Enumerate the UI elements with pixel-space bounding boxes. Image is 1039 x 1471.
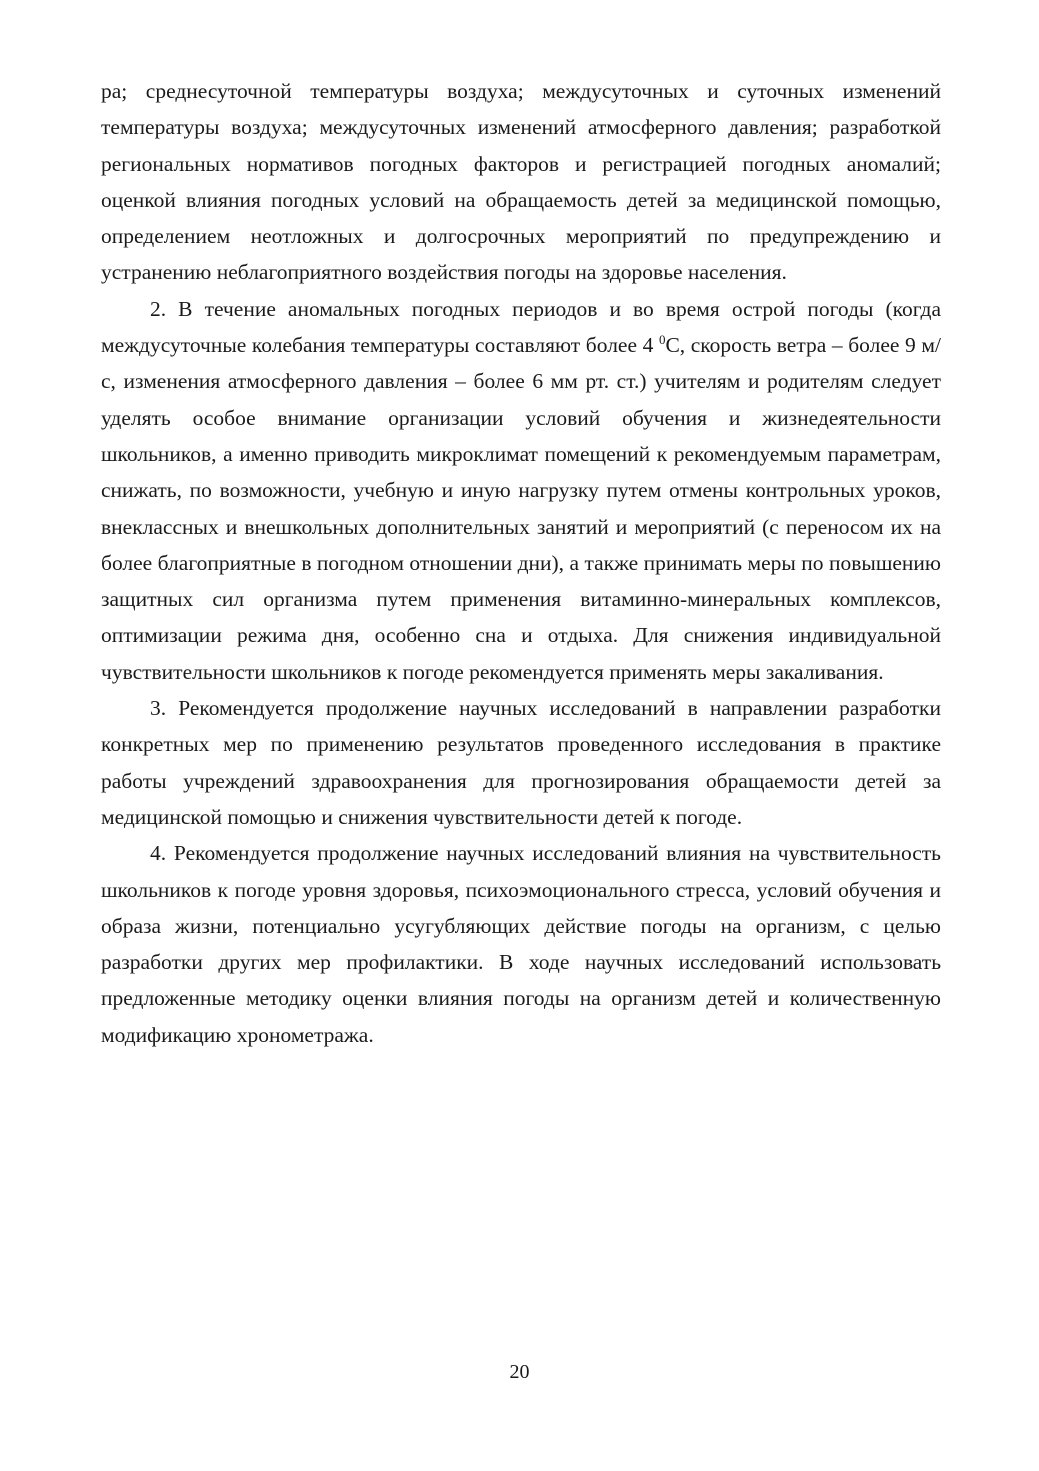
paragraph-item-2	[101, 291, 941, 690]
paragraph-item-2-part-1: 2. В течение аномальных погодных периодов и во время острой погоды (когда междусуточные колебания температуры составляют более 4	[101, 296, 941, 358]
paragraph-item-3: 3. Рекомендуется продолжение научных исследований в направлении разработки конкретных мер по применению результатов проведенного исследования в практике работы учреждений здравоохранения для прогнозирования обращаемости детей за медицинской помощью и снижения чувствительности детей к погоде.	[101, 696, 941, 829]
degree-superscript: 0	[658, 332, 666, 348]
paragraph-continuation: ра; среднесуточной температуры воздуха; междусуточных и суточных изменений температуры воздуха; междусуточных изменений атмосферного давления; разработкой региональных нормативов погодных факторов и регистрацией погодных аномалий; оценкой влияния погодных условий на обращаемость детей за медицинской помощью, определением неотложных и долгосрочных мероприятий по предупреждению и устранению неблагоприятного воздействия погоды на здоровье населения.	[101, 79, 941, 285]
body-text	[101, 73, 941, 1053]
page-number: 20	[509, 1361, 530, 1383]
paragraph-item-2-part-2: С, скорость ветра – более 9 м/с, изменения атмосферного давления – более 6 мм рт. ст.) учителям и родителям следует уделять особое внимание организации условий обучения и жизнедеятельности школьников, а именно приводить микроклимат помещений к рекомендуемым параметрам, снижать, по возможности, учебную и иную нагрузку путем отмены контрольных уроков, внеклассных и внешкольных дополнительных занятий и мероприятий (с переносом их на более благоприятные в погодном отношении дни), а также принимать меры по повышению защитных сил организма путем применения витаминно-минеральных комплексов, оптимизации режима дня, особенно сна и отдыха. Для снижения индивидуальной чувствительности школьников к погоде рекомендуется применять меры закаливания.	[101, 333, 941, 684]
paragraph-item-4: 4. Рекомендуется продолжение научных исследований влияния на чувствительность школьников к погоде уровня здоровья, психоэмоционального стресса, условий обучения и образа жизни, потенциально усугубляющих действие погоды на организм, с целью разработки других мер профилактики. В ходе научных исследований использовать предложенные методику оценки влияния погоды на организм детей и количественную модификацию хронометража.	[101, 841, 941, 1047]
